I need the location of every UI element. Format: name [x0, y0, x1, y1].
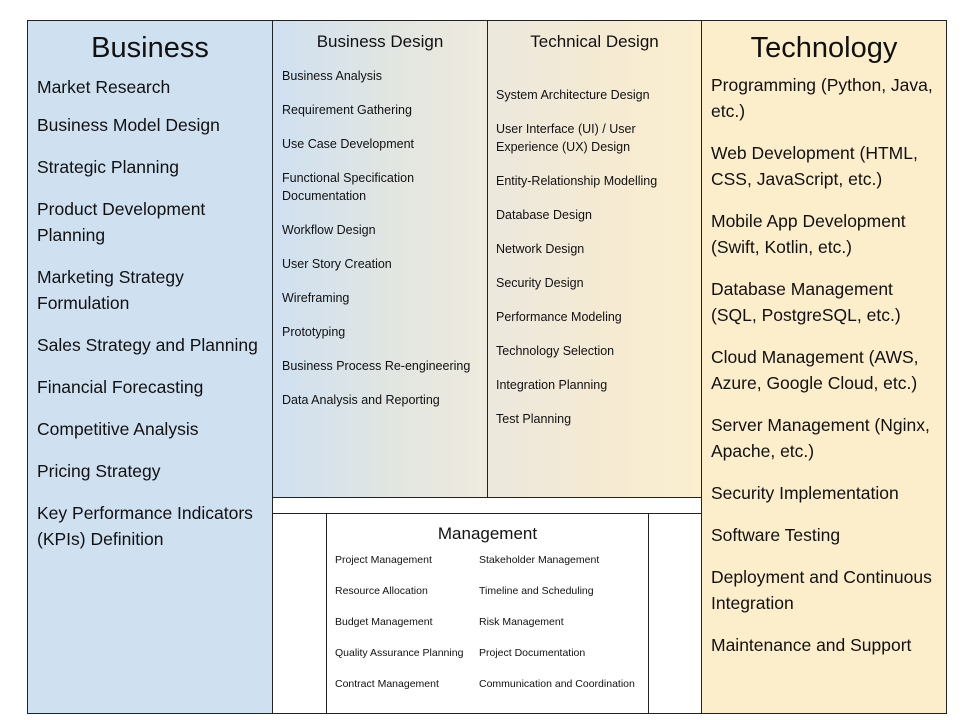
business-title: Business: [91, 32, 209, 64]
business-item: Pricing Strategy: [37, 461, 161, 481]
technical-design-item: Test Planning: [496, 412, 572, 426]
business-item: Competitive Analysis: [37, 419, 199, 439]
business-panel: [27, 20, 273, 714]
business-item: Business Model Design: [37, 115, 220, 135]
business-design-item: Wireframing: [282, 291, 350, 305]
technology-item: Mobile App Development (Swift, Kotlin, etc.): [711, 211, 906, 257]
technical-design-panel: [487, 20, 702, 498]
business-design-item: Requirement Gathering: [282, 103, 412, 117]
business-design-item: Business Process Re-engineering: [282, 359, 471, 373]
technology-item: Server Management (Nginx, Apache, etc.): [711, 415, 930, 461]
business-design-item: Use Case Development: [282, 137, 415, 151]
management-item: Contract Management: [335, 678, 439, 690]
business-design-list: [273, 67, 487, 409]
management-item: Budget Management: [335, 616, 433, 628]
business-design-item: Business Analysis: [282, 69, 383, 83]
business-item: Key Performance Indicators (KPIs) Definition: [37, 503, 253, 549]
technology-item: Programming (Python, Java, etc.): [711, 75, 933, 121]
technical-design-item: Security Design: [496, 276, 584, 290]
business-item: Financial Forecasting: [37, 377, 204, 397]
technical-design-item: Performance Modeling: [496, 310, 622, 324]
business-item: Market Research: [37, 77, 171, 97]
technology-item: Deployment and Continuous Integration: [711, 567, 932, 613]
technical-design-item: Database Design: [496, 208, 592, 222]
business-design-item: Workflow Design: [282, 223, 376, 237]
business-design-title: Business Design: [316, 32, 444, 51]
technical-design-item: Integration Planning: [496, 378, 608, 392]
business-design-item: Data Analysis and Reporting: [282, 393, 440, 407]
management-grid: [327, 554, 648, 690]
technology-item: Security Implementation: [711, 483, 899, 503]
technical-design-item: User Interface (UI) / User Experience (UX) Design: [496, 122, 636, 154]
management-item: Project Documentation: [479, 647, 586, 659]
technology-title: Technology: [750, 32, 898, 64]
technology-item: Maintenance and Support: [711, 635, 912, 655]
business-design-panel: [272, 20, 488, 498]
technology-panel: [701, 20, 947, 714]
business-design-item: Prototyping: [282, 325, 346, 339]
technology-list: [702, 72, 946, 658]
management-item: Project Management: [335, 554, 432, 566]
technical-design-item: Network Design: [496, 242, 585, 256]
business-item: Product Development Planning: [37, 199, 206, 245]
technology-item: Software Testing: [711, 525, 841, 545]
technical-design-list: [488, 86, 701, 428]
business-design-item: Functional Specification Documentation: [282, 171, 415, 203]
business-design-item: User Story Creation: [282, 257, 392, 271]
technical-design-item: Technology Selection: [496, 344, 615, 358]
management-item: Risk Management: [479, 616, 564, 628]
management-item: Quality Assurance Planning: [335, 647, 464, 659]
management-panel: [326, 513, 649, 714]
business-item: Marketing Strategy Formulation: [37, 267, 184, 313]
technology-item: Web Development (HTML, CSS, JavaScript, etc.): [711, 143, 918, 189]
technology-item: Database Management (SQL, PostgreSQL, etc.): [711, 279, 901, 325]
business-item: Strategic Planning: [37, 157, 180, 177]
management-item: Resource Allocation: [335, 585, 428, 597]
technical-design-item: System Architecture Design: [496, 88, 650, 102]
management-item: Timeline and Scheduling: [479, 585, 594, 597]
technical-design-item: Entity-Relationship Modelling: [496, 174, 658, 188]
management-title: Management: [437, 524, 538, 543]
technical-design-title: Technical Design: [530, 32, 659, 51]
business-item: Sales Strategy and Planning: [37, 335, 258, 355]
management-item: Communication and Coordination: [479, 678, 635, 690]
technology-item: Cloud Management (AWS, Azure, Google Cloud, etc.): [711, 347, 919, 393]
business-list: [28, 74, 272, 552]
management-item: Stakeholder Management: [479, 554, 600, 566]
